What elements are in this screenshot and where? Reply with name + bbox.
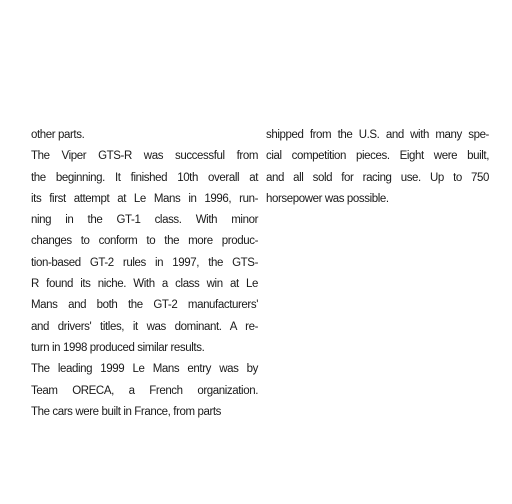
text-line: Mans and both the GT-2 manufacturers' xyxy=(31,299,258,312)
text-line: ning in the GT-1 class. With minor xyxy=(31,214,258,227)
text-line: turn in 1998 produced similar results. xyxy=(31,341,205,354)
text-line: tion-based GT-2 rules in 1997, the GTS- xyxy=(31,256,258,269)
text-line: changes to conform to the more produc- xyxy=(31,235,258,248)
text-line: The Viper GTS-R was successful from xyxy=(31,150,258,163)
text-line: Team ORECA, a French organization. xyxy=(31,384,258,397)
paragraph-viper-history xyxy=(31,146,258,359)
text-line: other parts. xyxy=(31,129,85,141)
text-line: R found its niche. With a class win at Le xyxy=(31,278,258,291)
paragraph-oreca-entry xyxy=(31,359,258,423)
text-line: horsepower was possible. xyxy=(266,192,389,205)
text-line: The cars were built in France, from parts xyxy=(31,405,222,418)
paragraph-other-parts xyxy=(31,125,258,146)
text-line: cial competition pieces. Eight were built, xyxy=(266,150,489,163)
text-line: and all sold for racing use. Up to 750 xyxy=(266,171,489,184)
left-column xyxy=(31,125,258,423)
text-line: the beginning. It finished 10th overall at xyxy=(31,171,258,184)
text-line: its first attempt at Le Mans in 1996, run- xyxy=(31,192,258,205)
right-column xyxy=(266,125,489,210)
text-line: The leading 1999 Le Mans entry was by xyxy=(31,363,258,376)
paragraph-continuation xyxy=(266,125,489,210)
text-line: and drivers' titles, it was dominant. A re- xyxy=(31,320,258,333)
text-line: shipped from the U.S. and with many spe- xyxy=(266,129,489,141)
